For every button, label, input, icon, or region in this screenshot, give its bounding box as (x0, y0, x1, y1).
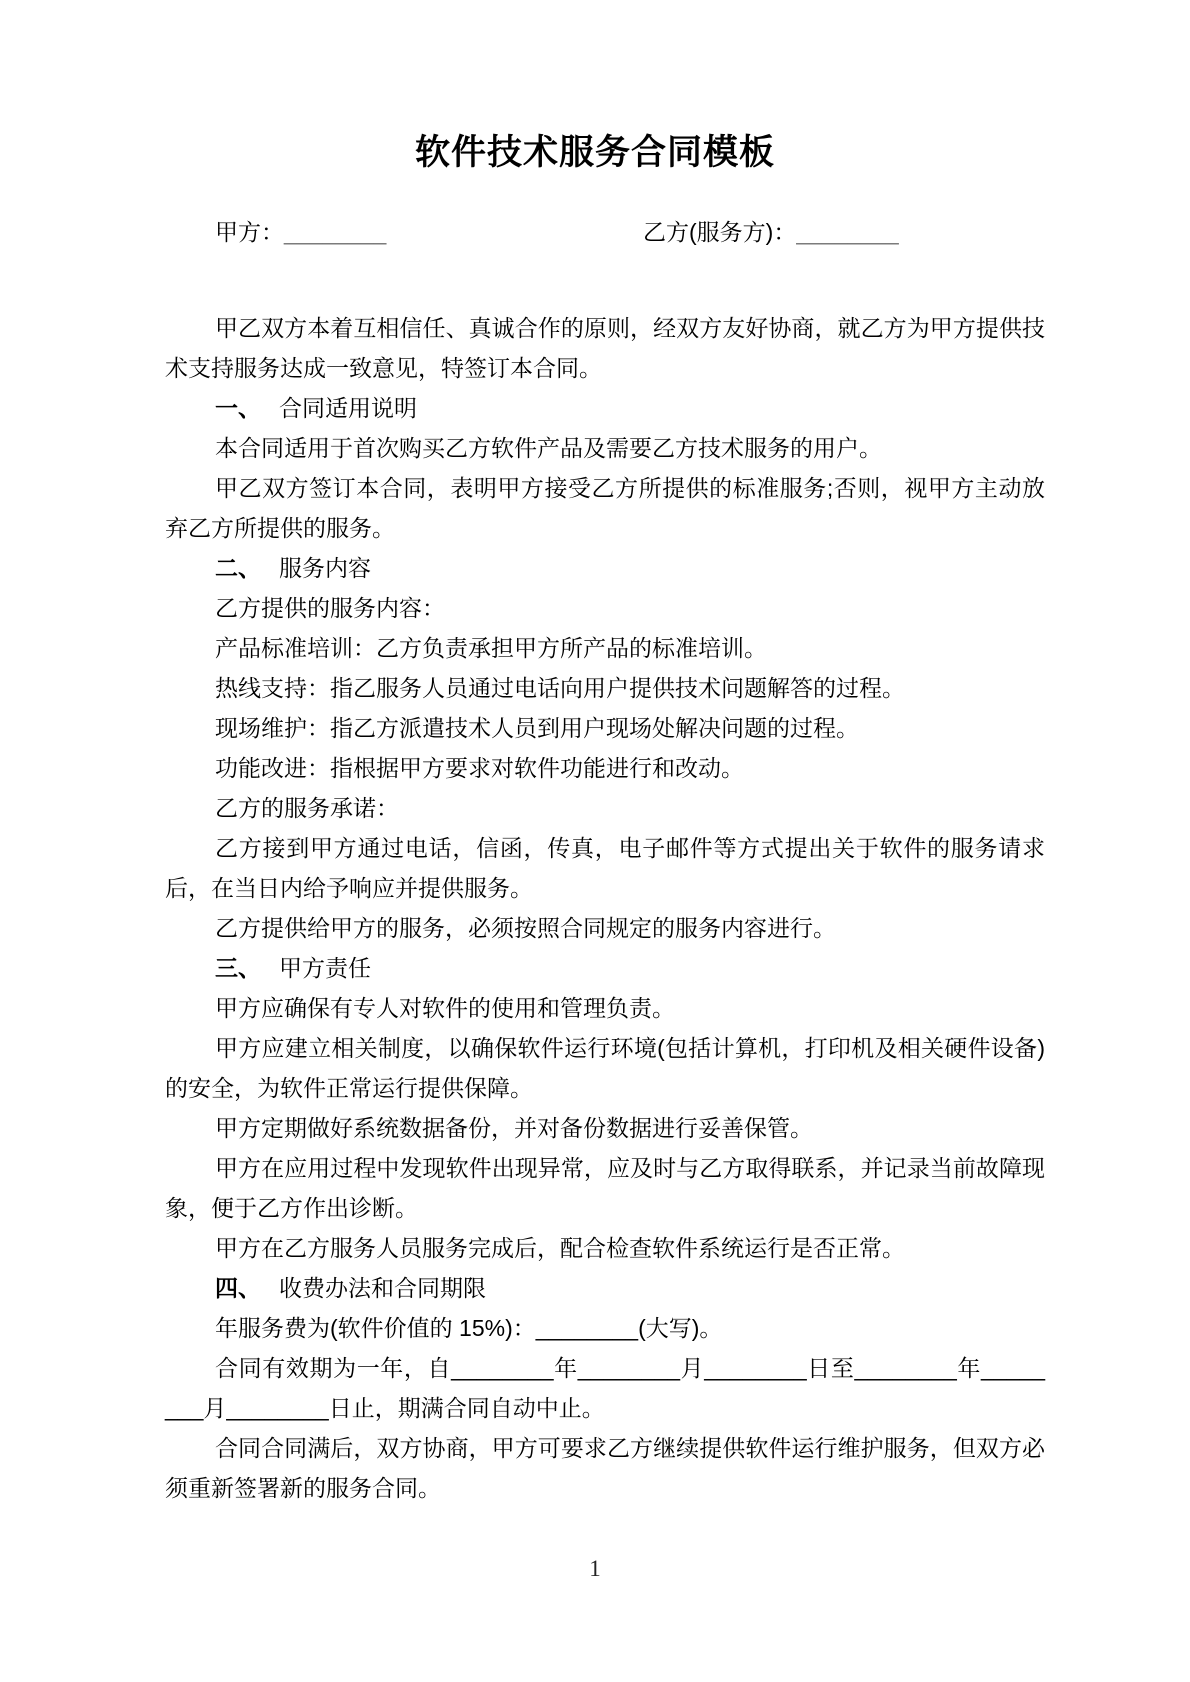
paragraph: 本合同适用于首次购买乙方软件产品及需要乙方技术服务的用户。 (215, 435, 882, 461)
section-heading-2 (165, 548, 1045, 588)
paragraph: 甲方定期做好系统数据备份，并对备份数据进行妥善保管。 (215, 1115, 813, 1141)
paragraph-service-fee: 年服务费为(软件价值的 15%)：________(大写)。 (215, 1315, 723, 1341)
section-number-2: 二、 (215, 555, 261, 581)
paragraph-renewal: 合同合同满后，双方协商，甲方可要求乙方继续提供软件运行维护服务，但双方必须重新签署新的服务合同。 (165, 1435, 1045, 1501)
paragraph: 乙方提供给甲方的服务，必须按照合同规定的服务内容进行。 (215, 915, 836, 941)
paragraph-contract-term: 合同有效期为一年，自________年________月________日至________年________月________日止，期满合同自动中止。 (165, 1355, 1045, 1421)
document-body (165, 308, 1045, 1508)
section-title-2: 服务内容 (279, 555, 371, 581)
party-b-blank-line: ________ (796, 219, 899, 245)
section-title-1: 合同适用说明 (279, 395, 417, 421)
document-content (0, 216, 1190, 1508)
party-a-field (215, 219, 386, 245)
section-number-1: 一、 (215, 395, 261, 421)
paragraph: 甲方应建立相关制度，以确保软件运行环境(包括计算机，打印机及相关硬件设备)的安全，为软件正常运行提供保障。 (165, 1035, 1045, 1101)
paragraph: 甲方应确保有专人对软件的使用和管理负责。 (215, 995, 675, 1021)
party-b-field (643, 216, 899, 248)
section-title-3: 甲方责任 (279, 955, 371, 981)
paragraph: 甲方在乙方服务人员服务完成后，配合检查软件系统运行是否正常。 (215, 1235, 905, 1261)
section-number-3: 三、 (215, 955, 261, 981)
section-heading-1 (165, 388, 1045, 428)
party-b-label: 乙方(服务方)： (643, 219, 797, 245)
section-heading-3 (165, 948, 1045, 988)
party-row (165, 216, 1045, 248)
paragraph: 乙方提供的服务内容： (215, 595, 445, 621)
paragraph: 热线支持：指乙服务人员通过电话向用户提供技术问题解答的过程。 (215, 675, 905, 701)
paragraph-intro: 甲乙双方本着互相信任、真诚合作的原则，经双方友好协商，就乙方为甲方提供技术支持服务达成一致意见，特签订本合同。 (165, 315, 1045, 381)
paragraph: 现场维护：指乙方派遣技术人员到用户现场处解决问题的过程。 (215, 715, 859, 741)
paragraph: 甲方在应用过程中发现软件出现异常，应及时与乙方取得联系，并记录当前故障现象，便于乙方作出诊断。 (165, 1155, 1045, 1221)
paragraph: 产品标准培训：乙方负责承担甲方所产品的标准培训。 (215, 635, 767, 661)
document-title: 软件技术服务合同模板 (414, 133, 775, 172)
paragraph: 乙方的服务承诺： (215, 795, 399, 821)
paragraph: 功能改进：指根据甲方要求对软件功能进行和改动。 (215, 755, 744, 781)
party-a-label: 甲方： (215, 219, 284, 245)
party-a-blank-line: ________ (284, 219, 387, 245)
page-number: 1 (589, 1556, 601, 1581)
section-heading-4 (165, 1268, 1045, 1308)
section-title-4: 收费办法和合同期限 (279, 1275, 486, 1301)
paragraph: 甲乙双方签订本合同，表明甲方接受乙方所提供的标准服务;否则，视甲方主动放弃乙方所提供的服务。 (165, 475, 1045, 541)
paragraph: 乙方接到甲方通过电话，信函，传真，电子邮件等方式提出关于软件的服务请求后，在当日内给予响应并提供服务。 (165, 835, 1045, 901)
section-number-4: 四、 (215, 1275, 261, 1301)
